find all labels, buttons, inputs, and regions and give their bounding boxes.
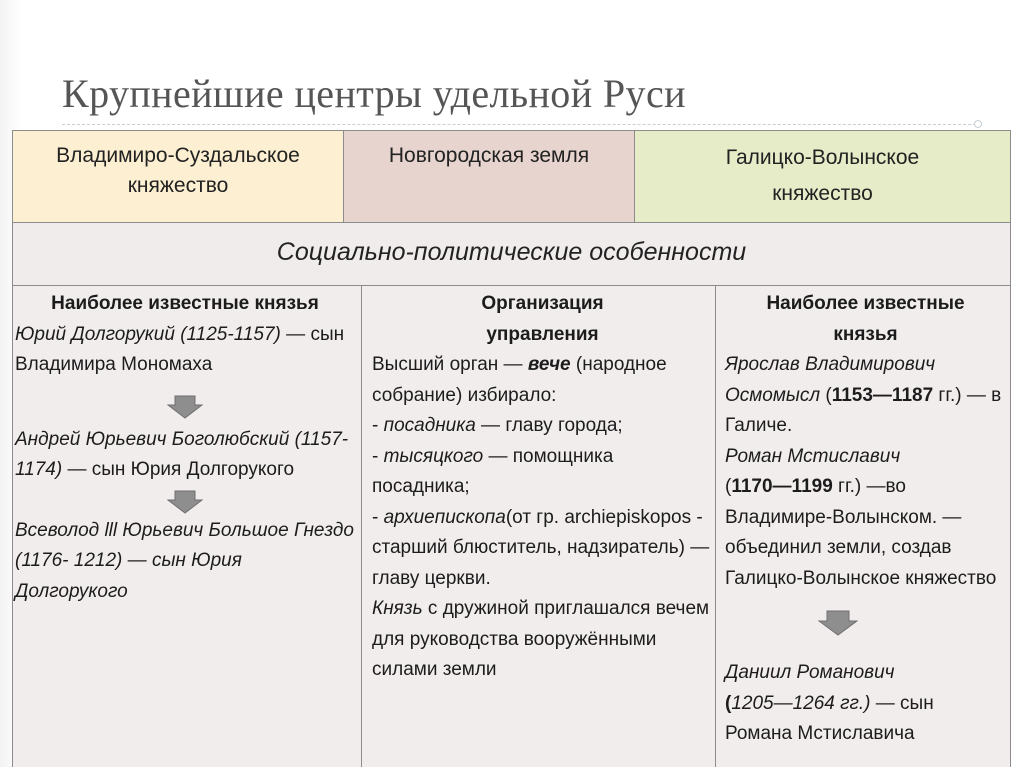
header-vladimir-suzdal-line2: княжество: [127, 174, 229, 197]
col2-heading: [372, 289, 713, 350]
prince-role-desc: с дружиной приглашался вечем для руководства вооружёнными силами земли: [372, 598, 710, 680]
col1-heading: Наиболее известные князья: [51, 293, 319, 314]
prince-daniil-years: 1205—1264 гг.): [731, 692, 871, 714]
header-novgorod-label: Новгородская земля: [388, 144, 590, 167]
posadnik-desc: — главу города;: [475, 415, 623, 436]
header-vladimir-suzdal-line1: Владимиро-Суздальское: [56, 144, 300, 167]
prince-yuri-desc: — сын Владимира Мономаха: [15, 323, 345, 375]
down-arrow-icon: [167, 490, 355, 516]
paren-open: (: [725, 692, 732, 714]
prince-andrei-bogolyubsky: [15, 425, 355, 486]
list-dash: -: [372, 445, 384, 467]
divider-dot: [974, 120, 982, 128]
header-vladimir-suzdal: [12, 130, 344, 223]
veche-desc: (народное собрание) избирало:: [372, 354, 667, 406]
header-galicia-volhynia-line2: княжество: [772, 182, 873, 205]
down-arrow-icon: [167, 395, 355, 421]
veche-term: вече: [527, 354, 571, 375]
col2-heading-line1: Организация: [481, 293, 604, 314]
title-divider: [62, 124, 976, 125]
prince-andrei-desc: — сын Юрия Долгорукого: [62, 459, 295, 480]
prince-roman-mstislavich: [725, 442, 1006, 595]
comparison-table: [12, 130, 1011, 767]
term-posadnik: посадника: [383, 415, 476, 436]
page-title: Крупнейшие центры удельной Руси: [62, 71, 686, 116]
prince-daniil-desc: — сын Романа Мстиславича: [725, 692, 934, 744]
col3-heading-line2: князья: [833, 323, 898, 345]
column-novgorod: [361, 285, 716, 767]
list-item-posadnik: [372, 411, 713, 442]
prince-roman-name: Роман Мстиславич: [725, 445, 901, 467]
column-galicia-volhynia: [715, 285, 1011, 767]
column-vladimir-suzdal: [12, 285, 362, 767]
down-arrow-icon: [818, 610, 1006, 636]
paren-open: (: [725, 476, 732, 497]
prince-yuri-dolgoruky: [15, 320, 355, 381]
term-archbishop: архиепископа: [383, 506, 506, 528]
archbishop-desc: (от гр. archiepiskopos - старший блюститель, надзиратель) — главу церкви.: [372, 506, 710, 589]
veche-intro: Высший орган —: [372, 354, 528, 375]
col3-heading: [725, 289, 1006, 350]
term-tysyatsky: тысяцкого: [383, 445, 484, 467]
col2-heading-line2: управления: [486, 323, 599, 345]
section-row: [12, 222, 1011, 286]
prince-role-text: [372, 594, 713, 686]
list-item-archbishop: [372, 503, 713, 595]
list-dash: -: [372, 415, 384, 436]
prince-yaroslav-name: Ярослав Владимирович Осмомысл: [725, 354, 936, 406]
prince-yaroslav-osmomysl: [725, 350, 1006, 442]
paren-open: (: [820, 384, 832, 406]
prince-yaroslav-desc: — в Галиче.: [725, 384, 1002, 436]
prince-yuri-name: Юрий Долгорукий (1125-1157): [15, 323, 281, 345]
list-dash: -: [372, 506, 384, 528]
prince-roman-years-suffix: гг.): [832, 476, 862, 497]
header-novgorod: [343, 130, 635, 223]
veche-text: [372, 350, 713, 411]
prince-vsevolod: Всеволод lll Юрьевич Большое Гнездо (1176- 1212) — сын Юрия Долгорукого: [15, 519, 354, 602]
prince-roman-years: 1170—1199: [731, 476, 833, 497]
term-prince: Князь: [372, 598, 423, 619]
tysyatsky-desc: — помощника посадника;: [372, 445, 614, 497]
header-galicia-volhynia-line1: Галицко-Волынское: [725, 146, 920, 169]
header-galicia-volhynia: [634, 130, 1011, 223]
prince-daniil-name: Даниил Романович: [725, 662, 895, 683]
prince-andrei-name: Андрей Юрьевич Боголюбский (1157-1174): [15, 428, 349, 480]
prince-yaroslav-years-suffix: гг.): [933, 384, 962, 406]
prince-roman-desc: —во Владимире-Волынском. — объединил земли, создав Галицко-Волынское княжество: [725, 476, 997, 589]
prince-yaroslav-years: 1153—1187: [831, 384, 934, 406]
prince-daniil-romanovich: [725, 658, 1006, 750]
section-title: Социально-политические особенности: [276, 238, 747, 266]
list-item-tysyatsky: [372, 442, 713, 503]
col3-heading-line1: Наиболее известные: [766, 293, 965, 314]
